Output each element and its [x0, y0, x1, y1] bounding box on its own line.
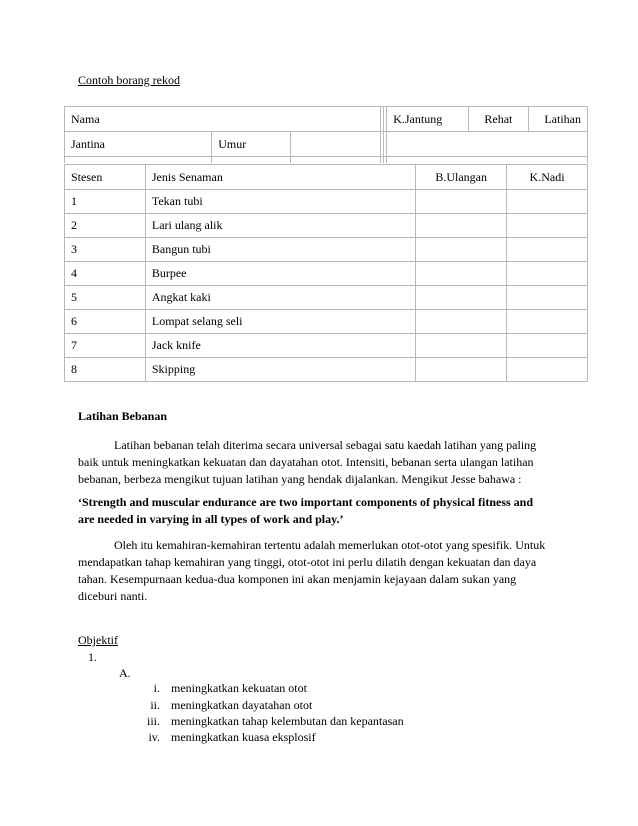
stesen-cell: 4 [65, 262, 146, 286]
bulangan-cell [416, 358, 507, 382]
knadi-cell [507, 190, 588, 214]
stesen-cell: 7 [65, 334, 146, 358]
table-row [65, 286, 588, 310]
paragraph-line: diceburi nanti. [78, 589, 148, 603]
stesen-cell: 3 [65, 238, 146, 262]
senaman-cell: Burpee [145, 262, 415, 286]
bulangan-header: B.Ulangan [416, 165, 507, 190]
paragraph-line: bebanan, berbeza mengikut tujuan latihan yang hendak dijalankan. Mengikut Jesse bahawa : [78, 472, 522, 486]
stesen-header: Stesen [65, 165, 146, 190]
senaman-cell: Angkat kaki [145, 286, 415, 310]
spacer-cell [291, 157, 381, 163]
senaman-cell: Bangun tubi [145, 238, 415, 262]
quote-line: ‘Strength and muscular endurance are two important components of physical fitness and [78, 495, 534, 509]
section-heading: Latihan Bebanan [78, 409, 168, 423]
spacer-cell [387, 157, 588, 163]
knadi-cell [507, 310, 588, 334]
knadi-cell [507, 214, 588, 238]
header-table [64, 106, 588, 163]
quote-line: are needed in varying in all types of work and play.’ [78, 512, 344, 526]
knadi-cell [507, 238, 588, 262]
objective-item-text: meningkatkan kuasa eksplosif [171, 730, 316, 744]
table-row [65, 190, 588, 214]
paragraph-line: Latihan bebanan telah diterima secara universal sebagai satu kaedah latihan yang paling [114, 438, 537, 452]
table-header-row [65, 165, 588, 190]
bulangan-cell [416, 310, 507, 334]
quote [78, 494, 564, 528]
stesen-cell: 1 [65, 190, 146, 214]
knadi-cell [507, 262, 588, 286]
latihan-label: Latihan [529, 107, 588, 132]
paragraph-line: tahan. Kesempurnaan kedua-dua komponen ini akan menjamin kejayaan dalam sukan yang [78, 572, 517, 586]
nama-label: Nama [65, 107, 381, 132]
paragraph-2 [78, 537, 564, 605]
objective-item-text: meningkatkan tahap kelembutan dan kepantasan [171, 714, 404, 728]
objective-item-number: ii. [150, 698, 160, 712]
paragraph-line: Oleh itu kemahiran-kemahiran tertentu adalah memerlukan otot-otot yang spesifik. Untuk [114, 538, 546, 552]
bulangan-cell [416, 262, 507, 286]
bulangan-cell [416, 214, 507, 238]
bulangan-cell [416, 286, 507, 310]
kjantung-label: K.Jantung [387, 107, 468, 132]
blank-cell [387, 132, 588, 157]
bulangan-cell [416, 238, 507, 262]
stesen-cell: 6 [65, 310, 146, 334]
spacer-cell [212, 157, 291, 163]
objective-item-text: meningkatkan dayatahan otot [171, 698, 313, 712]
stesen-cell: 8 [65, 358, 146, 382]
paragraph-1 [78, 437, 564, 488]
table-row [65, 358, 588, 382]
objective-letter: A. [119, 666, 131, 680]
objectives-heading: Objektif [78, 633, 118, 647]
knadi-cell [507, 286, 588, 310]
objective-number: 1. [88, 650, 97, 664]
knadi-header: K.Nadi [507, 165, 588, 190]
table-row [65, 262, 588, 286]
rehat-label: Rehat [468, 107, 529, 132]
senaman-cell: Tekan tubi [145, 190, 415, 214]
umur-value [291, 132, 381, 157]
table-row [65, 214, 588, 238]
jenis-senaman-header: Jenis Senaman [145, 165, 415, 190]
objective-item-number: iii. [146, 714, 160, 728]
table-row [65, 334, 588, 358]
paragraph-line: mendapatkan tahap kemahiran yang tinggi, otot-otot ini perlu dilatih dengan kekuatan dan daya [78, 555, 537, 569]
stesen-cell: 5 [65, 286, 146, 310]
caption: Contoh borang rekod [78, 73, 180, 87]
table-row [65, 238, 588, 262]
spacer-cell [65, 157, 212, 163]
stesen-cell: 2 [65, 214, 146, 238]
bulangan-cell [416, 334, 507, 358]
station-table [64, 164, 588, 382]
umur-label: Umur [212, 132, 291, 157]
jantina-label: Jantina [65, 132, 212, 157]
senaman-cell: Jack knife [145, 334, 415, 358]
bulangan-cell [416, 190, 507, 214]
objective-item-number: i. [153, 681, 160, 695]
senaman-cell: Skipping [145, 358, 415, 382]
table-row [65, 310, 588, 334]
knadi-cell [507, 334, 588, 358]
objective-item-number: iv. [148, 730, 160, 744]
senaman-cell: Lompat selang seli [145, 310, 415, 334]
knadi-cell [507, 358, 588, 382]
senaman-cell: Lari ulang alik [145, 214, 415, 238]
paragraph-line: baik untuk meningkatkan kekuatan dan dayatahan otot. Intensiti, bebanan serta ulangan latihan [78, 455, 534, 469]
objective-item-text: meningkatkan kekuatan otot [171, 681, 307, 695]
